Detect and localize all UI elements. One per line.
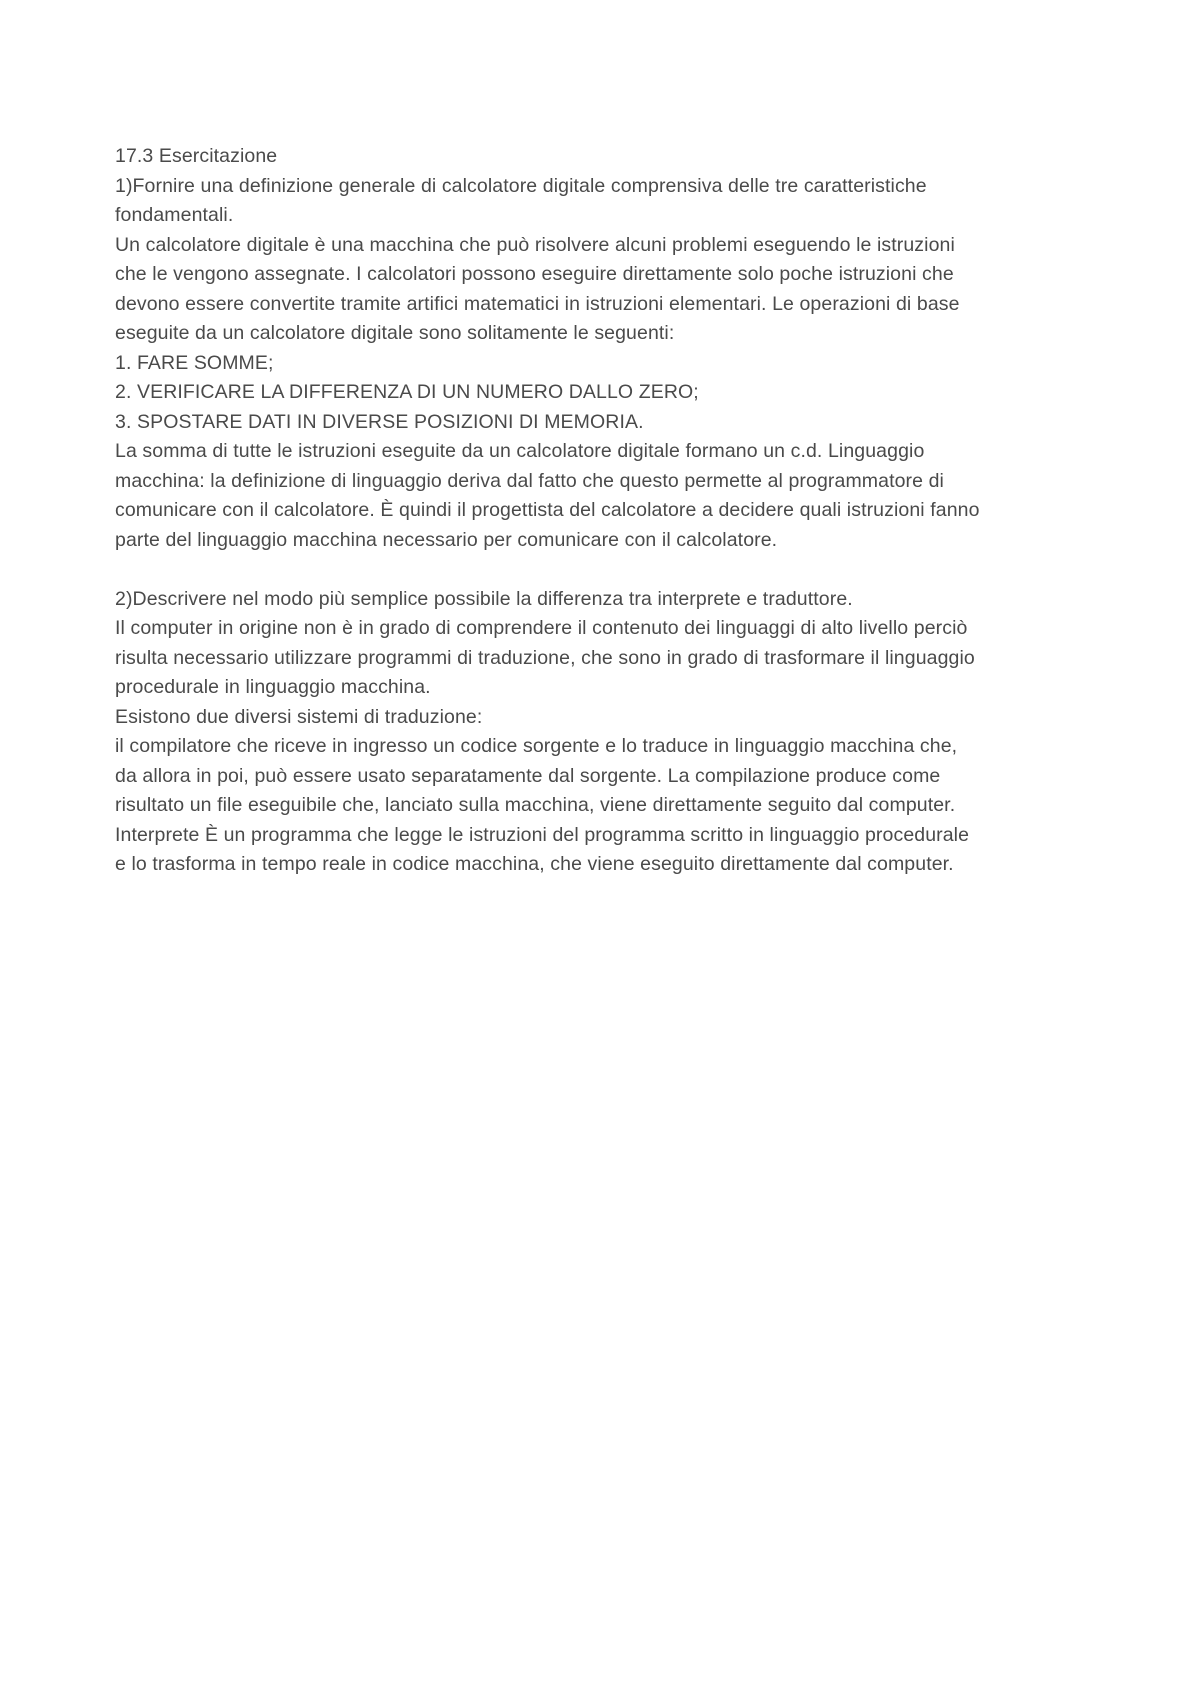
list-item-1: 1. FARE SOMME; bbox=[115, 351, 274, 374]
answer-2-line-9: e lo trasforma in tempo reale in codice macchina, che viene eseguito direttamente dal computer. bbox=[115, 853, 954, 875]
answer-1-line-8: parte del linguaggio macchina necessario per comunicare con il calcolatore. bbox=[115, 528, 778, 551]
answer-1-line-5: La somma di tutte le istruzioni eseguite da un calcolatore digitale formano un c.d. Linguaggio bbox=[115, 440, 925, 462]
answer-2-line-3: procedurale in linguaggio macchina. bbox=[115, 676, 431, 698]
answer-1-line-3: devono essere convertite tramite artifici matematici in istruzioni elementari. Le operazioni di base bbox=[115, 292, 960, 315]
blank-line bbox=[115, 555, 1105, 585]
answer-2-line-2: risulta necessario utilizzare programmi di traduzione, che sono in grado di trasformare il linguaggio bbox=[115, 646, 975, 669]
answer-1-line-4: eseguite da un calcolatore digitale sono solitamente le seguenti: bbox=[115, 322, 675, 344]
question-1-line-2: fondamentali. bbox=[115, 204, 234, 226]
section-title: 17.3 Esercitazione bbox=[115, 145, 278, 167]
answer-2-line-4: Esistono due diversi sistemi di traduzione: bbox=[115, 705, 483, 728]
document-body bbox=[115, 142, 1105, 880]
question-1-line-1: 1)Fornire una definizione generale di calcolatore digitale comprensiva delle tre caratteristiche bbox=[115, 174, 927, 197]
list-item-3: 3. SPOSTARE DATI IN DIVERSE POSIZIONI DI MEMORIA. bbox=[115, 410, 644, 433]
answer-1-line-2: che le vengono assegnate. I calcolatori possono eseguire direttamente solo poche istruzioni che bbox=[115, 263, 954, 285]
list-item-2: 2. VERIFICARE LA DIFFERENZA DI UN NUMERO DALLO ZERO; bbox=[115, 381, 699, 403]
answer-1-line-7: comunicare con il calcolatore. È quindi il progettista del calcolatore a decidere quali istruzioni fanno bbox=[115, 499, 980, 521]
answer-2-line-8: Interprete È un programma che legge le istruzioni del programma scritto in linguaggio procedurale bbox=[115, 823, 970, 846]
answer-1-line-1: Un calcolatore digitale è una macchina che può risolvere alcuni problemi eseguendo le istruzioni bbox=[115, 233, 955, 256]
question-2-line-1: 2)Descrivere nel modo più semplice possibile la differenza tra interprete e traduttore. bbox=[115, 587, 853, 610]
answer-2-line-6: da allora in poi, può essere usato separatamente dal sorgente. La compilazione produce come bbox=[115, 764, 941, 787]
answer-2-line-1: Il computer in origine non è in grado di comprendere il contenuto dei linguaggi di alto livello perciò bbox=[115, 617, 968, 639]
answer-1-line-6: macchina: la definizione di linguaggio deriva dal fatto che questo permette al programmatore di bbox=[115, 469, 944, 492]
answer-2-line-5: il compilatore che riceve in ingresso un codice sorgente e lo traduce in linguaggio macchina che, bbox=[115, 735, 958, 757]
answer-2-line-7: risultato un file eseguibile che, lanciato sulla macchina, viene direttamente seguito dal computer. bbox=[115, 794, 956, 816]
